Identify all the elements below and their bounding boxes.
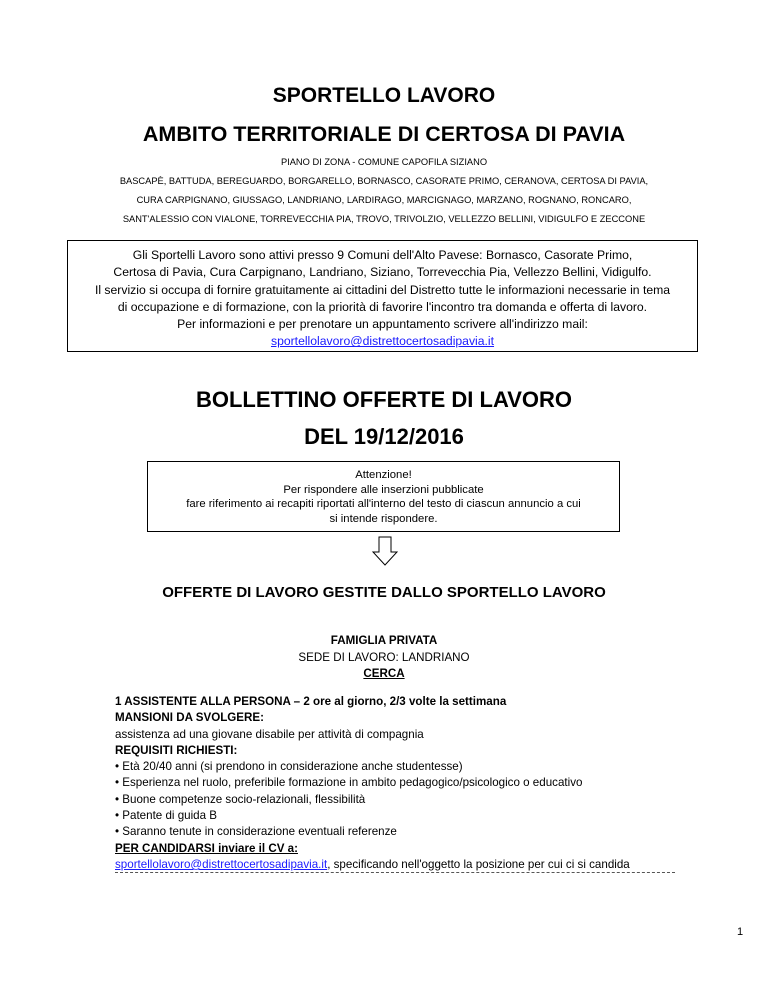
contact-email-link[interactable]: sportellolavoro@distrettocertosadipavia.it bbox=[270, 334, 495, 349]
employer-name: FAMIGLIA PRIVATA bbox=[330, 634, 438, 647]
seeks-label: CERCA bbox=[363, 667, 405, 680]
info-line: Il servizio si occupa di fornire gratuitamente ai cittadini del Distretto tutte le informazioni necessarie in tema bbox=[94, 282, 671, 297]
page-title: SPORTELLO LAVORO bbox=[272, 84, 496, 107]
requirement-item: • Patente di guida B bbox=[115, 809, 218, 823]
requirement-item: • Saranno tenute in considerazione eventuali referenze bbox=[115, 825, 397, 839]
requirement-item: • Età 20/40 anni (si prendono in considerazione anche studentesse) bbox=[115, 760, 463, 774]
section-title: OFFERTE DI LAVORO GESTITE DALLO SPORTELLO LAVORO bbox=[162, 584, 606, 601]
attention-box bbox=[147, 461, 620, 532]
position-title: 1 ASSISTENTE ALLA PERSONA – 2 ore al giorno, 2/3 volte la settimana bbox=[115, 695, 507, 708]
page-number: 1 bbox=[737, 926, 744, 938]
attention-line: fare riferimento ai recapiti riportati all'interno del testo di ciascun annuncio a cui bbox=[186, 498, 581, 511]
info-line: di occupazione e di formazione, con la priorità di favorire l'incontro tra domanda e offerta di lavoro. bbox=[117, 299, 648, 314]
duties-text: assistenza ad una giovane disabile per attività di compagnia bbox=[115, 727, 424, 741]
apply-line bbox=[115, 857, 705, 873]
work-location: SEDE DI LAVORO: LANDRIANO bbox=[298, 651, 470, 664]
requirement-item: • Esperienza nel ruolo, preferibile formazione in ambito pedagogico/psicologico o educativo bbox=[115, 776, 583, 790]
municipality-line: CURA CARPIGNANO, GIUSSAGO, LANDRIANO, LARDIRAGO, MARCIGNAGO, MARZANO, ROGNANO, RONCARO, bbox=[136, 195, 632, 205]
attention-line: si intende rispondere. bbox=[329, 512, 438, 525]
apply-label: PER CANDIDARSI inviare il CV a: bbox=[115, 841, 298, 855]
info-line: Gli Sportelli Lavoro sono attivi presso 9 Comuni dell'Alto Pavese: Bornasco, Casorate Primo, bbox=[132, 248, 633, 262]
attention-line: Attenzione! bbox=[355, 469, 412, 481]
down-arrow-icon bbox=[372, 536, 398, 571]
offer-details bbox=[115, 694, 705, 873]
bulletin-title: BOLLETTINO OFFERTE DI LAVORO bbox=[195, 387, 573, 412]
info-line: Certosa di Pavia, Cura Carpignano, Landriano, Siziano, Torrevecchia Pia, Vellezzo Bellini, Vidigulfo. bbox=[113, 265, 652, 280]
municipality-line: BASCAPÈ, BATTUDA, BEREGUARDO, BORGARELLO, BORNASCO, CASORATE PRIMO, CERANOVA, CERTOSA DI PAVIA, bbox=[119, 176, 649, 186]
plan-subtitle: PIANO DI ZONA - COMUNE CAPOFILA SIZIANO bbox=[280, 157, 488, 167]
requirements-label: REQUISITI RICHIESTI: bbox=[115, 743, 238, 757]
apply-suffix: , specificando nell'oggetto la posizione per cui ci si candida bbox=[327, 857, 630, 871]
info-box bbox=[67, 240, 698, 352]
municipality-line: SANT'ALESSIO CON VIALONE, TORREVECCHIA PIA, TROVO, TRIVOLZIO, VELLEZZO BELLINI, VIDIGULFO E ZECCONE bbox=[122, 214, 646, 224]
apply-email-link[interactable]: sportellolavoro@distrettocertosadipavia.it bbox=[115, 857, 328, 871]
separator-line bbox=[115, 872, 675, 873]
page-subtitle: AMBITO TERRITORIALE DI CERTOSA DI PAVIA bbox=[142, 122, 626, 146]
bulletin-date: DEL 19/12/2016 bbox=[304, 424, 464, 449]
duties-label: MANSIONI DA SVOLGERE: bbox=[115, 711, 265, 725]
info-line: Per informazioni e per prenotare un appuntamento scrivere all'indirizzo mail: bbox=[177, 317, 588, 332]
attention-line: Per rispondere alle inserzioni pubblicate bbox=[283, 483, 484, 496]
requirement-item: • Buone competenze socio-relazionali, flessibilità bbox=[115, 792, 366, 806]
